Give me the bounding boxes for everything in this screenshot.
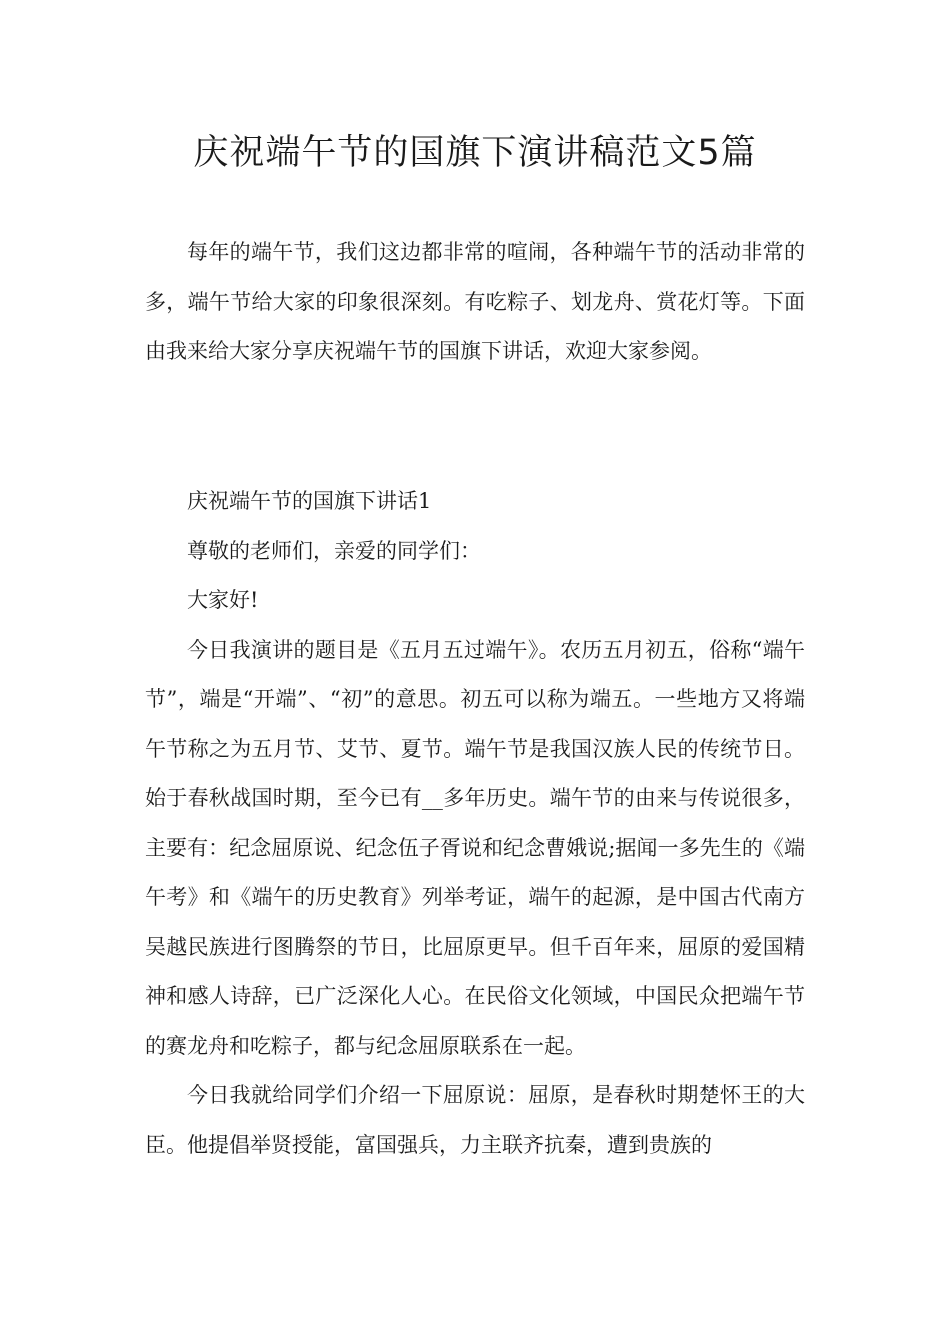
greeting: 大家好! xyxy=(187,588,259,612)
intro-block xyxy=(145,228,805,377)
section-heading: 庆祝端午节的国旗下讲话1 xyxy=(187,489,432,513)
document-title: 庆祝端午节的国旗下演讲稿范文5篇 xyxy=(193,133,757,173)
body-paragraph-2: 今日我就给同学们介绍一下屈原说：屈原，是春秋时期楚怀王的大臣。他提倡举贤授能，富国强兵，力主联齐抗秦，遭到贵族的 xyxy=(145,1083,805,1157)
body-paragraph-1: 今日我演讲的题目是《五月五过端午》。农历五月初五，俗称“端午节”，端是“开端”、“初”的意思。初五可以称为端五。一些地方又将端午节称之为五月节、艾节、夏节。端午节是我国汉族人民的传统节日。始于春秋战国时期，至今已有__多年历史。端午节的由来与传说很多，主要有：纪念屈原说、纪念伍子胥说和纪念曹娥说;据闻一多先生的《端午考》和《端午的历史教育》列举考证，端午的起源，是中国古代南方吴越民族进行图腾祭的节日，比屈原更早。但千百年来，屈原的爱国精神和感人诗辞，已广泛深化人心。在民俗文化领域，中国民众把端午节的赛龙舟和吃粽子，都与纪念屈原联系在一起。 xyxy=(145,637,805,1058)
salutation: 尊敬的老师们，亲爱的同学们： xyxy=(187,538,481,563)
intro-paragraph: 每年的端午节，我们这边都非常的喧闹，各种端午节的活动非常的多，端午节给大家的印象很深刻。有吃粽子、划龙舟、赏花灯等。下面由我来给大家分享庆祝端午节的国旗下讲话，欢迎大家参阅。 xyxy=(145,240,805,363)
speech-section xyxy=(145,477,805,1170)
